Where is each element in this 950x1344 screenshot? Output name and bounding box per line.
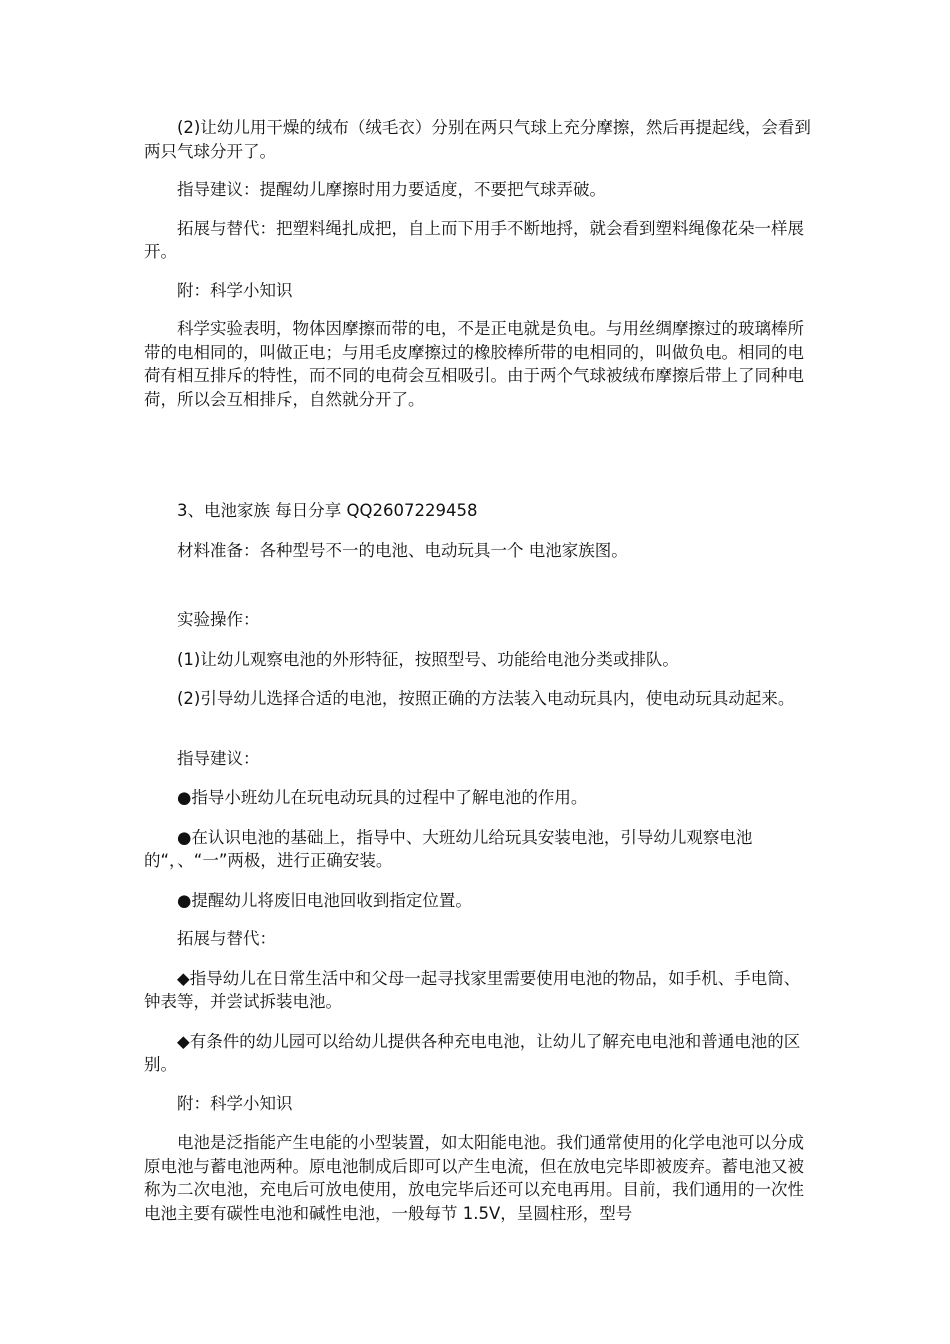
paragraph-extension-bullet-1: ◆指导幼儿在日常生活中和父母一起寻找家里需要使用电池的物品，如手机、手电筒、钟表等，并尝试拆装电池。: [144, 968, 801, 1011]
document-page: [144, 116, 814, 1225]
paragraph-extension-bullet-2: ◆有条件的幼儿园可以给幼儿提供各种充电电池，让幼儿了解充电电池和普通电池的区别。: [144, 1031, 801, 1074]
paragraph-operation-heading: 实验操作：: [177, 610, 260, 629]
paragraph-guidance-bullet-3: ●提醒幼儿将废旧电池回收到指定位置。: [177, 890, 472, 910]
paragraph-guidance: 指导建议：提醒幼儿摩擦时用力要适度，不要把气球弄破。: [177, 180, 606, 199]
section-heading-battery-family: 3、电池家族 每日分享 QQ2607229458: [177, 501, 478, 520]
paragraph-step-2: (2)让幼儿用干燥的绒布（绒毛衣）分别在两只气球上充分摩擦，然后再提起线，会看到两只气球分开了。: [144, 118, 811, 161]
paragraph-appendix-heading: 附：科学小知识: [177, 280, 293, 300]
paragraph-operation-step-2: (2)引导幼儿选择合适的电池，按照正确的方法装入电动玩具内，使电动玩具动起来。: [177, 689, 795, 708]
paragraph-guidance-bullet-1: ●指导小班幼儿在玩电动玩具的过程中了解电池的作用。: [177, 788, 588, 807]
paragraph-appendix-heading-2: 附：科学小知识: [177, 1093, 293, 1113]
paragraph-guidance-bullet-2: ●在认识电池的基础上，指导中、大班幼儿给玩具安装电池，引导幼儿观察电池的“，、“一”两极，进行正确安装。: [144, 827, 753, 870]
paragraph-materials: 材料准备：各种型号不一的电池、电动玩具一个 电池家族图。: [177, 540, 628, 560]
paragraph-science-knowledge: 科学实验表明，物体因摩擦而带的电，不是正电就是负电。与用丝绸摩擦过的玻璃棒所带的电相同的，叫做正电；与用毛皮摩擦过的橡胶棒所带的电相同的，叫做负电。相同的电荷有相互排斥的特性，而不同的电荷会互相吸引。由于两个气球被绒布摩擦后带上了同种电荷，所以会互相排斥，自然就分开了。: [144, 319, 804, 409]
paragraph-extension-heading: 拓展与替代：: [177, 929, 276, 948]
paragraph-battery-knowledge: 电池是泛指能产生电能的小型装置，如太阳能电池。我们通常使用的化学电池可以分成原电池与蓄电池两种。原电池制成后即可以产生电流，但在放电完毕即被废弃。蓄电池又被称为二次电池，充电后可放电使用，放电完毕后还可以充电再用。目前，我们通用的一次性电池主要有碳性电池和碱性电池，一般每节 1.5V，呈圆柱形，型号: [144, 1133, 804, 1223]
paragraph-extension: 拓展与替代：把塑料绳扎成把，自上而下用手不断地捋，就会看到塑料绳像花朵一样展开。: [144, 218, 804, 261]
paragraph-operation-step-1: (1)让幼儿观察电池的外形特征，按照型号、功能给电池分类或排队。: [177, 649, 679, 669]
paragraph-guidance-heading: 指导建议：: [177, 748, 260, 768]
